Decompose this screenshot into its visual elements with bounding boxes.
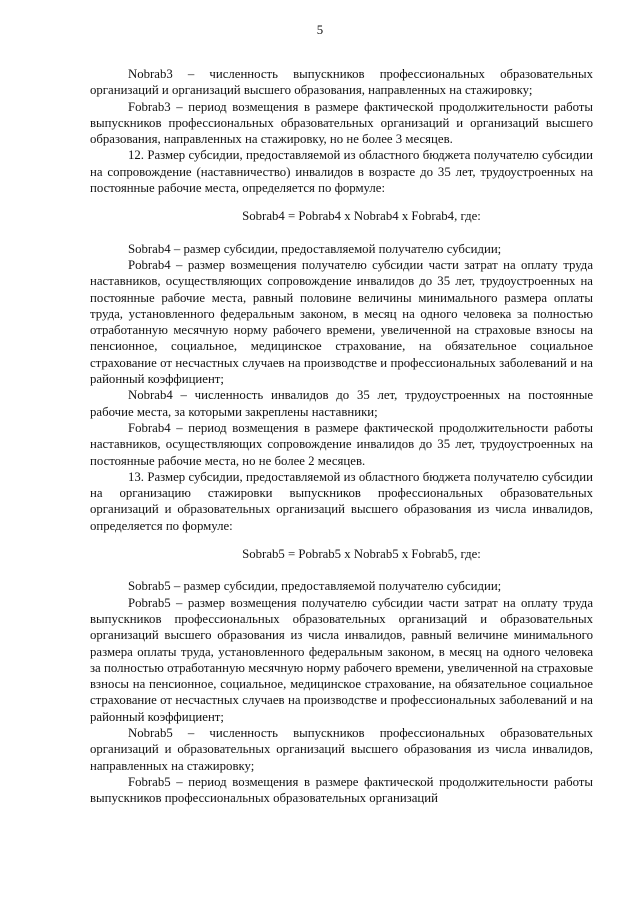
definition-nobrab4: Nobrab4 – численность инвалидов до 35 лет, трудоустроенных на постоянные рабочие места, за которыми закреплены наставники; [90, 388, 593, 419]
formula-sobrab5: Sobrab5 = Pobrab5 x Nobrab5 x Fobrab5, где: [242, 547, 481, 562]
definition-nobrab3: Nobrab3 – численность выпускников профессиональных образовательных организаций и организаций высшего образования, направленных на стажировку; [90, 67, 593, 98]
clause-13: 13. Размер субсидии, предоставляемой из областного бюджета получателю субсидии на организацию стажировки выпускников профессиональных образовательных организаций и образовательных организаций высшего образования из числа инвалидов, определяется по формуле: [90, 469, 593, 533]
clause-12: 12. Размер субсидии, предоставляемой из областного бюджета получателю субсидии на сопровождение (наставничество) инвалидов в возрасте до 35 лет, трудоустроенных на постоянные рабочие места, определяется по формуле: [90, 148, 593, 196]
definition-sobrab4: Sobrab4 – размер субсидии, предоставляемой получателю субсидии; [128, 241, 502, 256]
definition-pobrab4: Pobrab4 – размер возмещения получателю субсидии части затрат на оплату труда наставников, осуществляющих сопровождение инвалидов до 35 лет, трудоустроенных на постоянные рабочие места, равный половине величины минимального размера оплаты труда, установленного федеральным законом, в месяц на одного человека за полностью отработанную месячную норму рабочего времени, увеличенной на страховые взносы на пенсионное, социальное, медицинское страхование, на обязательное социальное страхование от несчастных случаев на производстве и профессиональных заболеваний и на районный коэффициент; [90, 257, 593, 387]
definition-fobrab4: Fobrab4 – период возмещения в размере фактической продолжительности работы наставников, осуществляющих сопровождение инвалидов до 35 лет, трудоустроенных на постоянные рабочие места, но не более 2 месяцев. [90, 420, 593, 468]
formula-sobrab4: Sobrab4 = Pobrab4 x Nobrab4 x Fobrab4, где: [242, 209, 481, 224]
definition-fobrab3: Fobrab3 – период возмещения в размере фактической продолжительности работы выпускников профессиональных образовательных организаций и организаций высшего образования, направленных на стажировку, но не более 3 месяцев. [90, 99, 593, 147]
definition-fobrab5: Fobrab5 – период возмещения в размере фактической продолжительности работы выпускников профессиональных образовательных организаций [90, 774, 593, 806]
definition-pobrab5: Pobrab5 – размер возмещения получателю субсидии части затрат на оплату труда выпускников профессиональных образовательных организаций и образовательных организаций высшего образования из числа инвалидов, равный величине минимального размера оплаты труда, установленного федеральным законом, в месяц на одного человека за полностью отработанную месячную норму рабочего времени, увеличенной на страховые взносы на пенсионное, социальное, медицинское страхование, на обязательное социальное страхование от несчастных случаев на производстве и профессиональных заболеваний и на районный коэффициент; [90, 595, 593, 724]
page-number: 5 [316, 23, 324, 37]
document-body [90, 66, 593, 806]
definition-sobrab5: Sobrab5 – размер субсидии, предоставляемой получателю субсидии; [128, 579, 502, 594]
definition-nobrab5: Nobrab5 – численность выпускников профессиональных образовательных организаций и образовательных организаций высшего образования из числа инвалидов, направленных на стажировку; [90, 725, 593, 773]
